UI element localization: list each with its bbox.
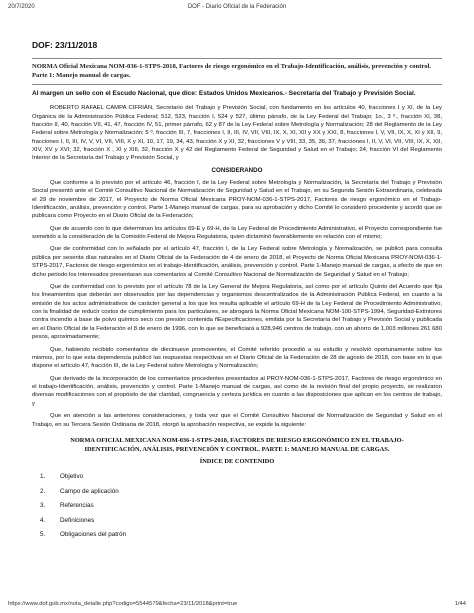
index-item	[40, 488, 442, 495]
index-item-label: Campo de aplicación	[60, 487, 119, 495]
index-item	[40, 473, 442, 480]
norma-center-title: NORMA OFICIAL MEXICANA NOM-036-1-STPS-2018, FACTORES DE RIESGO ERGONÓMICO EN EL TRABAJO-IDENTIFICACIÓN, ANÁLISIS, PREVENCIÓN Y CONTROL. PARTE 1: MANEJO MANUAL DE CARGAS.	[70, 436, 404, 453]
index-item-number: 3.	[40, 502, 46, 510]
considerando-paragraph: Que de acuerdo con lo que determinan los artículos 69-E y 69-H, de la Ley Federal de Procedimiento Administrativo, el Proyecto correspondiente fue sometido a la consideración de la Comisión Federal de Mejora Regulatoria, quien dictaminó favorablemente en relación con el mismo;	[32, 225, 442, 241]
index-list	[40, 473, 442, 538]
intro-paragraph: ROBERTO RAFAEL CAMPA CIFRIÁN, Secretario del Trabajo y Previsión Social, con fundamento en los artículos 40, fracciones I y XI, de la Ley Orgánica de la Administración Pública Federal; 512, 523, fracción I, 524 y 527, último párrafo, de la Ley Federal del Trabajo; 1o., 3 º., fracción XI, 38, fracción II, 40, fracción VII, 41, 47, fracción IV, 51, primer párrafo, 62 y 87 de la Ley Federal sobre Metrología y Normalización; 28 del Reglamento de la Ley Federal sobre Metrología y Normalización; 5 º, fracción III, 7, fracciones I, II, III, IV, VII, VIII, IX, X, XI, XII y XX y XXI, 8, fracciones I, V, VII, IX, X, XI y XII, 9, fracciones I, II, III, IV, V, VI, VII, VIII, X y XI, 10, 17, 19, 34, 43, fracción X y XI, 32, fracciones V y VIII, 33, 35, 36, 37, fracciones I, II, V, VI, VII, VIII, IX, X, XII, XIV, XV y XVI; 32, fracción X , XI y XIII, 32, fracción X y 42 del Reglamento Federal de Seguridad y Salud en el Trabajo; 24, fracción VI del Reglamento Interior de la Secretaría del Trabajo y Previsión Social, y	[32, 105, 442, 162]
divider	[32, 58, 442, 59]
index-item	[40, 531, 442, 538]
document-body	[32, 22, 442, 546]
index-item-label: Definiciones	[60, 516, 95, 524]
divider	[32, 84, 442, 85]
print-url: https://www.dof.gob.mx/nota_detalle.php?codigo=5544579&fecha=23/11/2018&print=true	[8, 601, 238, 607]
norma-title: NORMA Oficial Mexicana NOM-036-1-STPS-2018, Factores de riesgo ergonómico en el Trabajo-Identificación, análisis, prevención y control. Parte 1: Manejo manual de cargas.	[32, 63, 431, 79]
considerando-paragraph: Que, habiendo recibido comentarios de diecinueve promoventes, el Comité referido procedió a su estudio y resolvió oportunamente sobre los mismos, por lo que esta dependencia publicó las respuestas respectivas en el Diario Oficial de la Federación de 28 de agosto de 2018, con base en lo que dispone el artículo 47, fracción III, de la Ley Federal sobre Metrología y Normalización;	[32, 346, 442, 370]
print-header	[8, 4, 466, 14]
index-item	[40, 517, 442, 524]
index-item-number: 5.	[40, 531, 46, 539]
considerando-heading: CONSIDERANDO	[211, 166, 263, 174]
index-item-label: Referencias	[60, 502, 94, 510]
considerando-paragraph: Que de conformidad con lo señalado por el artículo 47, fracción I, de la Ley Federal sobre Metrología y Normalización, se publicó para consulta pública por sesenta días naturales en el Diario Oficial de la Federación de 4 de enero de 2018, el Proyecto de Norma Oficial Mexicana PROY-NOM-036-1-STPS-2017, Factores de riesgo ergonómico en el trabajo-Identificación, análisis, prevención y control. Parte 1-Manejo manual de cargas, a efecto de que en dicho periodo los interesados presentaran sus comentarios al Comité Consultivo Nacional de Normalización de Seguridad y Salud en el Trabajo;	[32, 246, 442, 278]
index-item	[40, 502, 442, 509]
margin-note: Al margen un sello con el Escudo Nacional, que dice: Estados Unidos Mexicanos.- Secretaría del Trabajo y Previsión Social.	[32, 89, 416, 97]
print-page-title: DOF - Diario Oficial de la Federación	[187, 4, 287, 10]
print-date: 20/7/2020	[8, 4, 35, 10]
index-item-number: 4.	[40, 516, 46, 524]
print-footer	[8, 601, 466, 610]
index-item-number: 1.	[40, 473, 46, 481]
considerando-paragraph: Que derivado de la incorporación de los comentarios procedentes presentados al PROY-NOM-036-1-STPS-2017, Factores de riesgo ergonómico en el trabajo-Identificación, análisis, prevención y control. Parte 1-Manejo manual de cargas, así como de la revisión final del propio proyecto, se realizaron diversas modificaciones con el propósito de dar claridad, congruencia y certeza jurídica en cuanto a las disposiciones que aplican en los centros de trabajo, y	[32, 375, 442, 407]
index-title: ÍNDICE DE CONTENIDO	[199, 458, 275, 466]
index-item-label: Obligaciones del patrón	[60, 531, 127, 539]
considerando-paragraph: Que conforme a lo previsto por el artículo 46, fracción I, de la Ley Federal sobre Metrología y Normalización, la Secretaría del Trabajo y Previsión Social presentó ante el Comité Consultivo Nacional de Normalización de Seguridad y Salud en el Trabajo, en su Segunda Sesión Extraordinaria, celebrada el 29 de noviembre de 2017, el Proyecto de Norma Oficial Mexicana PROY-NOM-036-1-STPS-2017, Factores de riesgo ergonómico en el Trabajo-Identificación, análisis, prevención y control. Parte 1-Manejo manual de cargas, para su aprobación y dicho Comité lo consideró procedente y acordó que se publicara como Proyecto en el Diario Oficial de la Federación;	[32, 179, 442, 220]
page-number: 1/44	[454, 601, 466, 607]
considerando-paragraph: Que en atención a las anteriores consideraciones, y toda vez que el Comité Consultivo Nacional de Normalización de Seguridad y Salud en el Trabajo, en su Tercera Sesión Ordinaria de 2018, otorgó la aprobación respectiva, se expide la siguiente:	[32, 413, 442, 428]
index-item-number: 2.	[40, 487, 46, 495]
considerando-paragraph: Que de conformidad con lo previsto por el artículo 78 de la Ley General de Mejora Regulatoria, así como por el artículo Quinto del Acuerdo que fija los lineamientos que deberán ser observados por las dependencias y organismos descentralizados de la Administración Pública Federal, en cuanto a la emisión de los actos administrativos de carácter general a los que les resulta aplicable el artículo 69-H de la Ley Federal de Procedimiento Administrativo, con la finalidad de reducir costos de cumplimiento para los particulares, se abrogará la Norma Oficial Mexicana NOM-100-STPS-1994, Seguridad-Extintores contra incendio a base de polvo químico seco con presión contenida ñEspecificaciones, emitida por la Secretaría del Trabajo y Previsión Social y publicada en el Diario Oficial de la Federación el 8 de enero de 1996, con lo que se beneficiará a 928,946 centros de trabajo, con un ahorro de 1,003 millones 261 680 pesos, aproximadamente;	[32, 283, 442, 341]
dof-date: DOF: 23/11/2018	[32, 40, 98, 50]
index-item-label: Objetivo	[60, 473, 84, 481]
